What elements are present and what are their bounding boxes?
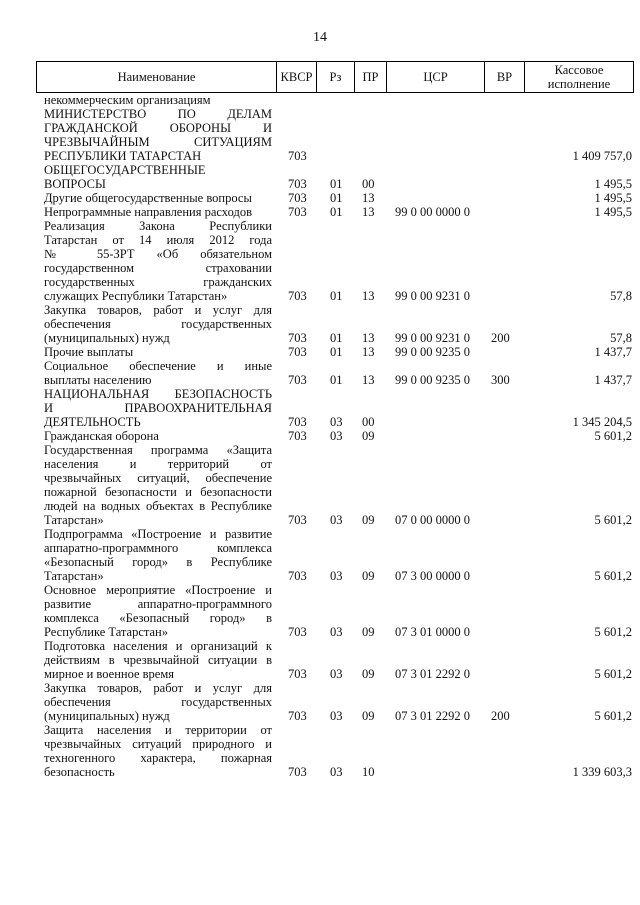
row-name-line: № 55-ЗРТ «Об обязательном bbox=[44, 247, 272, 261]
header-sum-label-2: исполнение bbox=[547, 77, 611, 91]
row-name bbox=[44, 639, 272, 681]
cell-rz: 03 bbox=[330, 709, 343, 723]
cell-rz: 01 bbox=[330, 191, 343, 205]
table-row bbox=[0, 191, 640, 205]
row-name bbox=[44, 205, 272, 219]
cell-kvsr: 703 bbox=[288, 667, 307, 681]
table-row bbox=[0, 583, 640, 639]
cell-kvsr: 703 bbox=[288, 765, 307, 779]
row-name-line: ВОПРОСЫ bbox=[44, 177, 106, 191]
row-name-line: Защита населения и территории от bbox=[44, 723, 272, 737]
row-name bbox=[44, 443, 272, 527]
cell-sum: 57,8 bbox=[610, 331, 632, 345]
row-name bbox=[44, 583, 272, 639]
cell-kvsr: 703 bbox=[288, 625, 307, 639]
table-row bbox=[0, 163, 640, 191]
row-name-line: аппаратно-программного комплекса bbox=[44, 541, 272, 555]
cell-rz: 01 bbox=[330, 205, 343, 219]
table-row bbox=[0, 723, 640, 779]
cell-sum: 5 601,2 bbox=[594, 625, 632, 639]
cell-rz: 01 bbox=[330, 345, 343, 359]
row-name bbox=[44, 303, 272, 345]
cell-sum: 1 409 757,0 bbox=[572, 149, 632, 163]
row-name bbox=[44, 429, 272, 443]
row-name-line: комплекса «Безопасный город» в bbox=[44, 611, 272, 625]
cell-kvsr: 703 bbox=[288, 345, 307, 359]
row-name-line: действиям в чрезвычайной ситуации в bbox=[44, 653, 272, 667]
cell-pr: 09 bbox=[362, 625, 375, 639]
cell-rz: 03 bbox=[330, 429, 343, 443]
table-row bbox=[0, 639, 640, 681]
row-name-line: развитие аппаратно-программного bbox=[44, 597, 272, 611]
cell-rz: 03 bbox=[330, 765, 343, 779]
cell-pr: 00 bbox=[362, 415, 375, 429]
row-name-line: Закупка товаров, работ и услуг для bbox=[44, 303, 272, 317]
row-name-line: РЕСПУБЛИКИ ТАТАРСТАН bbox=[44, 149, 202, 163]
row-name bbox=[44, 681, 272, 723]
cell-sum: 5 601,2 bbox=[594, 709, 632, 723]
table-row bbox=[0, 681, 640, 723]
row-name-line: Республике Татарстан» bbox=[44, 625, 168, 639]
row-name-line: людей на водных объектах в Республике bbox=[44, 499, 272, 513]
cell-csr: 07 0 00 0000 0 bbox=[395, 513, 470, 527]
table-row bbox=[0, 527, 640, 583]
cell-pr: 13 bbox=[362, 331, 375, 345]
cell-vr: 300 bbox=[491, 373, 510, 387]
cell-pr: 09 bbox=[362, 429, 375, 443]
cell-sum: 1 495,5 bbox=[594, 177, 632, 191]
header-name-label: Наименование bbox=[117, 70, 196, 84]
row-name bbox=[44, 219, 272, 303]
row-name-line: НАЦИОНАЛЬНАЯ БЕЗОПАСНОСТЬ bbox=[44, 387, 272, 401]
row-name bbox=[44, 359, 272, 387]
header-csr-label: ЦСР bbox=[423, 70, 448, 84]
header-vr-label: ВР bbox=[496, 70, 513, 84]
cell-kvsr: 703 bbox=[288, 177, 307, 191]
cell-sum: 1 437,7 bbox=[594, 345, 632, 359]
table-row bbox=[0, 443, 640, 527]
table-row bbox=[0, 345, 640, 359]
cell-csr: 99 0 00 9231 0 bbox=[395, 289, 470, 303]
header-rz-label: Рз bbox=[329, 70, 342, 84]
row-name-line: населения и территорий от bbox=[44, 457, 272, 471]
cell-csr: 07 3 01 2292 0 bbox=[395, 709, 470, 723]
cell-pr: 13 bbox=[362, 373, 375, 387]
cell-sum: 5 601,2 bbox=[594, 429, 632, 443]
row-name-line: мирное и военное время bbox=[44, 667, 175, 681]
row-name bbox=[44, 163, 272, 191]
table-header bbox=[36, 61, 634, 93]
cell-pr: 00 bbox=[362, 177, 375, 191]
table-row bbox=[0, 303, 640, 345]
cell-pr: 13 bbox=[362, 345, 375, 359]
header-sum-label-1: Кассовое bbox=[554, 63, 604, 77]
row-name-line: (муниципальных) нужд bbox=[44, 331, 170, 345]
row-name-line: обеспечения государственных bbox=[44, 695, 272, 709]
cell-rz: 03 bbox=[330, 513, 343, 527]
cell-sum: 1 495,5 bbox=[594, 191, 632, 205]
header-vr bbox=[484, 61, 524, 93]
cell-rz: 03 bbox=[330, 569, 343, 583]
cell-sum: 5 601,2 bbox=[594, 569, 632, 583]
header-pr bbox=[354, 61, 386, 93]
header-rz bbox=[316, 61, 354, 93]
cell-csr: 07 3 00 0000 0 bbox=[395, 569, 470, 583]
cell-kvsr: 703 bbox=[288, 709, 307, 723]
cell-sum: 1 437,7 bbox=[594, 373, 632, 387]
row-name-line: Подпрограмма «Построение и развитие bbox=[44, 527, 272, 541]
cell-kvsr: 703 bbox=[288, 415, 307, 429]
cell-kvsr: 703 bbox=[288, 429, 307, 443]
cell-pr: 09 bbox=[362, 667, 375, 681]
row-name-line: Татарстан от 14 июля 2012 года bbox=[44, 233, 272, 247]
header-name bbox=[36, 61, 276, 93]
row-name-line: Гражданская оборона bbox=[44, 429, 159, 443]
cell-kvsr: 703 bbox=[288, 149, 307, 163]
row-name-line: обеспечения государственных bbox=[44, 317, 272, 331]
row-name-line: Государственная программа «Защита bbox=[44, 443, 272, 457]
row-name-line: Подготовка населения и организаций к bbox=[44, 639, 272, 653]
row-name-line: ОБЩЕГОСУДАРСТВЕННЫЕ bbox=[44, 163, 206, 177]
row-name-line: Реализация Закона Республики bbox=[44, 219, 272, 233]
cell-kvsr: 703 bbox=[288, 191, 307, 205]
row-name-line: техногенного характера, пожарная bbox=[44, 751, 272, 765]
row-name bbox=[44, 93, 272, 107]
cell-csr: 99 0 00 9231 0 bbox=[395, 331, 470, 345]
cell-csr: 99 0 00 9235 0 bbox=[395, 373, 470, 387]
cell-csr: 99 0 00 0000 0 bbox=[395, 205, 470, 219]
cell-rz: 03 bbox=[330, 667, 343, 681]
header-sum bbox=[524, 61, 634, 93]
row-name-line: безопасность bbox=[44, 765, 115, 779]
header-csr bbox=[386, 61, 484, 93]
table-row bbox=[0, 205, 640, 219]
cell-sum: 5 601,2 bbox=[594, 667, 632, 681]
row-name-line: некоммерческим организациям bbox=[44, 93, 211, 107]
row-name-line: Основное мероприятие «Построение и bbox=[44, 583, 272, 597]
cell-csr: 07 3 01 2292 0 bbox=[395, 667, 470, 681]
cell-kvsr: 703 bbox=[288, 569, 307, 583]
cell-pr: 09 bbox=[362, 709, 375, 723]
cell-rz: 03 bbox=[330, 415, 343, 429]
row-name-line: МИНИСТЕРСТВО ПО ДЕЛАМ bbox=[44, 107, 272, 121]
row-name-line: государственном страховании bbox=[44, 261, 272, 275]
cell-sum: 1 345 204,5 bbox=[572, 415, 632, 429]
row-name-line: Социальное обеспечение и иные bbox=[44, 359, 272, 373]
row-name-line: Татарстан» bbox=[44, 569, 104, 583]
cell-pr: 13 bbox=[362, 289, 375, 303]
cell-csr: 99 0 00 9235 0 bbox=[395, 345, 470, 359]
cell-pr: 09 bbox=[362, 569, 375, 583]
row-name-line: Другие общегосударственные вопросы bbox=[44, 191, 252, 205]
header-kvsr bbox=[276, 61, 316, 93]
row-name-line: чрезвычайных ситуаций, обеспечение bbox=[44, 471, 272, 485]
row-name-line: Непрограммные направления расходов bbox=[44, 205, 252, 219]
cell-rz: 03 bbox=[330, 625, 343, 639]
cell-rz: 01 bbox=[330, 289, 343, 303]
header-pr-label: ПР bbox=[362, 70, 379, 84]
cell-rz: 01 bbox=[330, 373, 343, 387]
row-name-line: Татарстан» bbox=[44, 513, 104, 527]
row-name bbox=[44, 387, 272, 429]
cell-vr: 200 bbox=[491, 709, 510, 723]
cell-kvsr: 703 bbox=[288, 513, 307, 527]
row-name-line: (муниципальных) нужд bbox=[44, 709, 170, 723]
cell-pr: 09 bbox=[362, 513, 375, 527]
row-name-line: ДЕЯТЕЛЬНОСТЬ bbox=[44, 415, 141, 429]
header-kvsr-label: КВСР bbox=[280, 70, 313, 84]
table-row bbox=[0, 387, 640, 429]
row-name bbox=[44, 345, 272, 359]
row-name-line: «Безопасный город» в Республике bbox=[44, 555, 272, 569]
row-name-line: ЧРЕЗВЫЧАЙНЫМ СИТУАЦИЯМ bbox=[44, 135, 272, 149]
table-row bbox=[0, 107, 640, 163]
cell-kvsr: 703 bbox=[288, 205, 307, 219]
row-name bbox=[44, 107, 272, 163]
cell-pr: 10 bbox=[362, 765, 375, 779]
cell-sum: 1 495,5 bbox=[594, 205, 632, 219]
row-name bbox=[44, 191, 272, 205]
row-name-line: выплаты населению bbox=[44, 373, 152, 387]
cell-rz: 01 bbox=[330, 331, 343, 345]
cell-kvsr: 703 bbox=[288, 331, 307, 345]
table-body bbox=[0, 93, 640, 779]
table-row bbox=[0, 429, 640, 443]
cell-kvsr: 703 bbox=[288, 289, 307, 303]
page-number: 14 bbox=[313, 30, 327, 45]
cell-rz: 01 bbox=[330, 177, 343, 191]
row-name-line: служащих Республики Татарстан» bbox=[44, 289, 228, 303]
cell-csr: 07 3 01 0000 0 bbox=[395, 625, 470, 639]
table-row bbox=[0, 359, 640, 387]
row-name bbox=[44, 527, 272, 583]
cell-pr: 13 bbox=[362, 191, 375, 205]
row-name-line: Закупка товаров, работ и услуг для bbox=[44, 681, 272, 695]
cell-pr: 13 bbox=[362, 205, 375, 219]
cell-sum: 5 601,2 bbox=[594, 513, 632, 527]
row-name-line: ГРАЖДАНСКОЙ ОБОРОНЫ И bbox=[44, 121, 272, 135]
cell-vr: 200 bbox=[491, 331, 510, 345]
cell-sum: 1 339 603,3 bbox=[572, 765, 632, 779]
row-name-line: пожарной безопасности и безопасности bbox=[44, 485, 272, 499]
cell-kvsr: 703 bbox=[288, 373, 307, 387]
row-name-line: Прочие выплаты bbox=[44, 345, 134, 359]
table-row bbox=[0, 93, 640, 107]
row-name-line: государственных гражданских bbox=[44, 275, 272, 289]
row-name bbox=[44, 723, 272, 779]
cell-sum: 57,8 bbox=[610, 289, 632, 303]
row-name-line: И ПРАВООХРАНИТЕЛЬНАЯ bbox=[44, 401, 272, 415]
table-row bbox=[0, 219, 640, 303]
row-name-line: чрезвычайных ситуаций природного и bbox=[44, 737, 272, 751]
